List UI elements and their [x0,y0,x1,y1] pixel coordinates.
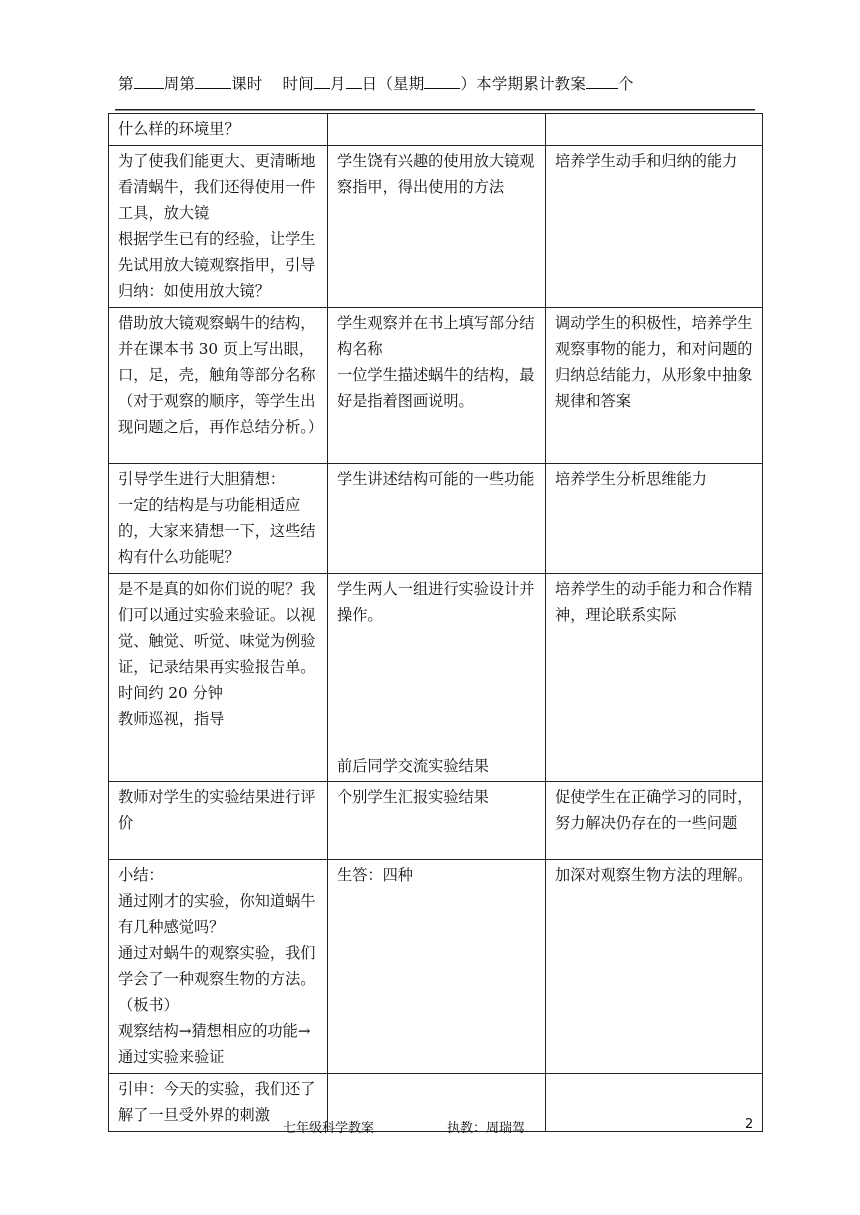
weekday-blank [424,74,460,89]
student-activity-note: 前后同学交流实验结果 [337,757,489,775]
teacher-activity-cell: 引申：今天的实验，我们还了解了一旦受外界的刺激 [109,1074,328,1132]
design-intent-cell: 促使学生在正确学习的同时，努力解决仍存在的一些问题 [546,782,763,860]
lesson-table [108,113,763,1132]
design-intent-cell: 培养学生的动手能力和合作精神，理论联系实际 [546,574,763,782]
table-row [109,1074,763,1132]
student-activity-cell: 个别学生汇报实验结果 [328,782,546,860]
page-number: 2 [745,1117,754,1132]
header-divider [115,109,755,110]
student-activity-cell: 生答：四种 [328,860,546,1074]
design-intent-cell: 培养学生分析思维能力 [546,464,763,574]
design-intent-cell: 加深对观察生物方法的理解。 [546,860,763,1074]
header-shijian: 时间 [282,75,314,93]
table-row [109,860,763,1074]
student-activity-cell: 学生观察并在书上填写部分结构名称 一位学生描述蜗牛的结构，最好是指着图画说明。 [328,308,546,464]
design-intent-cell: 培养学生动手和归纳的能力 [546,146,763,308]
teacher-activity-cell: 教师对学生的实验结果进行评价 [109,782,328,860]
table-row [109,114,763,146]
month-blank [314,74,330,89]
student-activity-cell: 学生饶有兴趣的使用放大镜观察指甲，得出使用的方法 [328,146,546,308]
teacher-activity-cell: 借助放大镜观察蜗牛的结构，并在课本书 30 页上写出眼，口，足，壳，触角等部分名称（对于观察的顺序，等学生出现问题之后，再作总结分析。） [109,308,328,464]
header-yue: 月 [329,75,346,93]
table-row [109,782,763,860]
day-blank [346,74,362,89]
teacher-activity-cell: 是不是真的如你们说的呢？我们可以通过实验来验证。以视觉、触觉、听觉、味觉为例验证，记录结果再实验报告单。时间约 20 分钟 教师巡视，指导 [109,574,328,782]
week-blank [134,74,164,89]
table-row [109,574,763,782]
header-ri: 日（星期 [361,75,425,93]
header-zhou-di: 周第 [163,75,196,93]
student-activity-cell [328,114,546,146]
period-blank [195,74,231,89]
teacher-activity-cell: 什么样的环境里？ [109,114,328,146]
teacher-activity-cell: 小结： 通过刚才的实验，你知道蜗牛有几种感觉吗？ 通过对蜗牛的观察实验，我们学会了一种观察生物的方法。（板书） 观察结构→猜想相应的功能→通过实验来验证 [109,860,328,1074]
header-leiji: ）本学期累计教案 [460,75,587,93]
lesson-header [118,72,634,94]
student-activity-cell [328,574,546,782]
design-intent-cell [546,1074,763,1132]
header-keshi: 课时 [231,75,263,93]
teacher-activity-cell: 为了使我们能更大、更清晰地看清蜗牛，我们还得使用一件工具，放大镜 根据学生已有的经验，让学生先试用放大镜观察指甲，引导归纳：如使用放大镜？ [109,146,328,308]
footer-teacher: 执教：周瑞驾 [447,1121,526,1136]
design-intent-cell [546,114,763,146]
total-blank [586,74,618,89]
table-row [109,146,763,308]
student-activity-text: 学生两人一组进行实验设计并操作。 [337,580,535,624]
teacher-activity-cell: 引导学生进行大胆猜想： 一定的结构是与功能相适应的，大家来猜想一下，这些结构有什么功能呢？ [109,464,328,574]
student-activity-cell: 学生讲述结构可能的一些功能 [328,464,546,574]
header-di: 第 [118,75,134,93]
table-row [109,308,763,464]
footer-course: 七年级科学教案 [283,1121,375,1136]
design-intent-cell: 调动学生的积极性，培养学生观察事物的能力，和对问题的归纳总结能力，从形象中抽象规律和答案 [546,308,763,464]
table-row [109,464,763,574]
header-ge: 个 [618,75,634,93]
